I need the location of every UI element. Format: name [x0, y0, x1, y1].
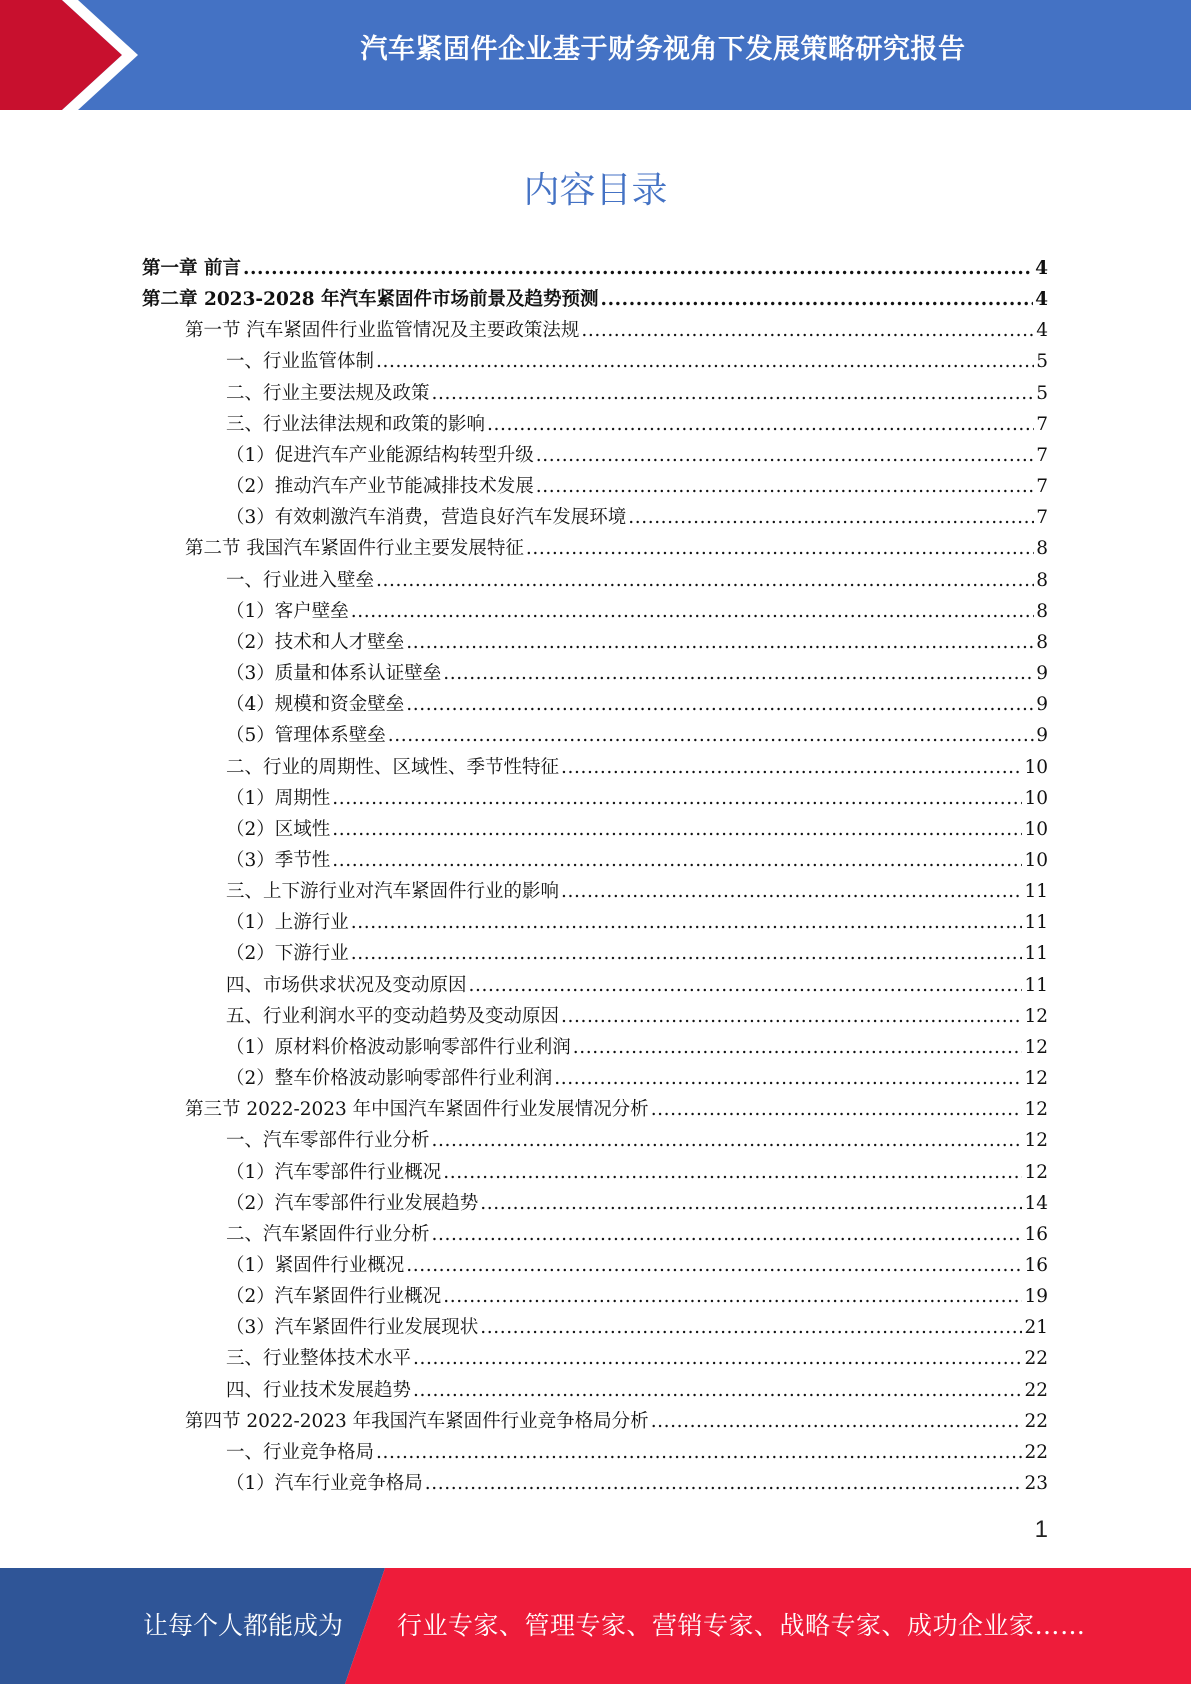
toc-entry-label: （3）质量和体系认证壁垒	[226, 663, 442, 685]
toc-dot-leader	[406, 1250, 1022, 1281]
toc-entry-page: 16	[1024, 1223, 1048, 1245]
toc-entry-page: 12	[1024, 1036, 1048, 1058]
toc-entry-page: 22	[1024, 1410, 1048, 1432]
toc-dot-leader	[601, 284, 1034, 315]
toc-entry-label: 四、行业技术发展趋势	[226, 1379, 412, 1401]
toc-entry-label: 第三节 2022-2023 年中国汽车紧固件行业发展情况分析	[185, 1099, 649, 1121]
toc-dot-leader	[536, 471, 1034, 502]
toc-entry-label: （3）汽车紧固件行业发展现状	[226, 1317, 479, 1339]
toc-entry[interactable]	[142, 1375, 1048, 1406]
toc-entry-label: 第一节 汽车紧固件行业监管情况及主要政策法规	[185, 320, 580, 342]
toc-dot-leader	[480, 1188, 1022, 1219]
toc-dot-leader	[413, 1343, 1022, 1374]
toc-entry[interactable]	[142, 1157, 1048, 1188]
toc-entry[interactable]	[142, 1125, 1048, 1156]
toc-entry[interactable]	[142, 689, 1048, 720]
toc-entry[interactable]	[142, 284, 1048, 315]
toc-dot-leader	[536, 440, 1034, 471]
toc-entry-page: 8	[1036, 569, 1048, 591]
document-title: 汽车紧固件企业基于财务视角下发展策略研究报告	[360, 34, 966, 65]
toc-entry-page: 11	[1024, 943, 1048, 965]
toc-entry-label: （2）汽车零部件行业发展趋势	[226, 1192, 479, 1214]
toc-entry-page: 9	[1036, 663, 1048, 685]
toc-dot-leader	[432, 1219, 1023, 1250]
toc-entry-page: 16	[1024, 1255, 1048, 1276]
toc-dot-leader	[561, 876, 1022, 907]
toc-entry-page: 11	[1024, 912, 1048, 934]
toc-entry-page: 8	[1036, 631, 1048, 653]
toc-dot-leader	[480, 1312, 1022, 1343]
toc-entry-page: 12	[1024, 1130, 1048, 1152]
toc-entry[interactable]	[142, 752, 1048, 783]
toc-dot-leader	[573, 1032, 1023, 1063]
toc-entry[interactable]	[142, 1188, 1048, 1219]
toc-entry[interactable]	[142, 1281, 1048, 1312]
table-of-contents	[142, 253, 1048, 1499]
toc-dot-leader	[443, 1281, 1022, 1312]
toc-dot-leader	[332, 814, 1022, 845]
toc-entry-label: 一、行业进入壁垒	[226, 569, 375, 591]
toc-entry[interactable]	[142, 970, 1048, 1001]
toc-dot-leader	[406, 689, 1034, 720]
toc-dot-leader	[388, 720, 1034, 751]
toc-dot-leader	[332, 783, 1022, 814]
toc-heading: 内容目录	[523, 170, 668, 211]
toc-dot-leader	[376, 565, 1034, 596]
toc-entry[interactable]	[142, 378, 1048, 409]
toc-dot-leader	[561, 752, 1022, 783]
toc-entry[interactable]	[142, 1437, 1048, 1468]
toc-entry-page: 12	[1024, 1068, 1048, 1090]
toc-entry-page: 22	[1024, 1441, 1048, 1463]
toc-entry-page: 21	[1024, 1317, 1048, 1339]
arrow-logo-icon	[0, 0, 160, 110]
toc-dot-leader	[526, 533, 1034, 564]
toc-entry-page: 14	[1024, 1192, 1048, 1214]
toc-entry-label: 五、行业利润水平的变动趋势及变动原因	[226, 1005, 560, 1027]
toc-entry-label: （1）周期性	[226, 787, 331, 809]
toc-entry-label: （1）原材料价格波动影响零部件行业利润	[226, 1036, 571, 1058]
toc-entry-page: 22	[1024, 1379, 1048, 1401]
toc-entry-label: （1）上游行业	[226, 912, 349, 934]
toc-entry-page: 7	[1036, 444, 1048, 466]
toc-entry-label: （3）有效刺激汽车消费，营造良好汽车发展环境	[226, 507, 627, 529]
toc-entry-label: （5）管理体系壁垒	[226, 725, 386, 747]
toc-entry-page: 11	[1024, 974, 1048, 996]
toc-dot-leader	[243, 253, 1033, 284]
toc-entry[interactable]	[142, 1468, 1048, 1499]
toc-dot-leader	[443, 1157, 1022, 1188]
toc-entry-page: 12	[1024, 1005, 1048, 1027]
toc-dot-leader	[561, 1001, 1022, 1032]
toc-entry[interactable]	[142, 565, 1048, 596]
toc-entry-label: （1）紧固件行业概况	[226, 1255, 405, 1276]
toc-entry[interactable]	[142, 596, 1048, 627]
toc-entry-label: （2）区域性	[226, 818, 331, 840]
toc-entry-page: 4	[1035, 258, 1048, 279]
toc-entry-page: 9	[1036, 725, 1048, 747]
toc-dot-leader	[425, 1468, 1023, 1499]
toc-entry-page: 10	[1024, 818, 1048, 840]
toc-entry[interactable]	[142, 471, 1048, 502]
toc-entry[interactable]	[142, 783, 1048, 814]
toc-dot-leader	[376, 1437, 1022, 1468]
footer-slogan-left: 让每个人都能成为	[143, 1611, 344, 1640]
toc-entry-label: 二、行业主要法规及政策	[226, 382, 430, 404]
toc-entry-page: 8	[1036, 538, 1048, 560]
toc-dot-leader	[651, 1406, 1023, 1437]
toc-entry[interactable]	[142, 907, 1048, 938]
toc-entry-label: （2）技术和人才壁垒	[226, 631, 405, 653]
toc-entry-page: 5	[1036, 382, 1048, 404]
toc-entry-label: 二、行业的周期性、区域性、季节性特征	[226, 756, 560, 778]
toc-dot-leader	[487, 409, 1034, 440]
toc-entry-page: 11	[1024, 881, 1048, 903]
toc-entry[interactable]	[142, 533, 1048, 564]
toc-entry-page: 23	[1024, 1473, 1048, 1495]
toc-dot-leader	[628, 502, 1034, 533]
toc-entry[interactable]	[142, 253, 1048, 284]
toc-entry-page: 9	[1036, 694, 1048, 716]
footer-band	[0, 1568, 1191, 1684]
toc-entry[interactable]	[142, 440, 1048, 471]
toc-entry-label: （2）汽车紧固件行业概况	[226, 1286, 442, 1308]
toc-entry[interactable]	[142, 1312, 1048, 1343]
toc-dot-leader	[413, 1375, 1022, 1406]
toc-entry-label: 第二节 我国汽车紧固件行业主要发展特征	[185, 538, 524, 560]
toc-entry-page: 19	[1024, 1286, 1048, 1308]
toc-entry[interactable]	[142, 1032, 1048, 1063]
toc-entry-label: 第一章 前言	[142, 258, 241, 279]
toc-entry-label: 三、行业整体技术水平	[226, 1348, 412, 1370]
toc-entry[interactable]	[142, 346, 1048, 377]
toc-entry[interactable]	[142, 1406, 1048, 1437]
toc-entry[interactable]	[142, 1343, 1048, 1374]
logo-red-chevron	[0, 0, 122, 110]
toc-dot-leader	[406, 627, 1034, 658]
toc-entry-label: （1）客户壁垒	[226, 600, 349, 622]
toc-entry-label: （2）下游行业	[226, 943, 349, 965]
toc-dot-leader	[351, 907, 1023, 938]
toc-entry-page: 7	[1036, 476, 1048, 498]
toc-dot-leader	[351, 596, 1034, 627]
toc-entry[interactable]	[142, 720, 1048, 751]
toc-entry-label: （1）汽车行业竞争格局	[226, 1473, 423, 1495]
toc-entry[interactable]	[142, 845, 1048, 876]
toc-entry[interactable]	[142, 315, 1048, 346]
toc-entry-page: 12	[1024, 1161, 1048, 1183]
toc-entry[interactable]	[142, 1094, 1048, 1125]
toc-entry-label: 一、行业竞争格局	[226, 1441, 375, 1463]
toc-entry-page: 8	[1036, 600, 1048, 622]
page-number: 1	[1034, 1516, 1048, 1543]
toc-entry[interactable]	[142, 1001, 1048, 1032]
toc-dot-leader	[581, 315, 1034, 346]
toc-entry-label: （2）整车价格波动影响零部件行业利润	[226, 1068, 553, 1090]
toc-entry-page: 10	[1024, 756, 1048, 778]
toc-dot-leader	[651, 1094, 1023, 1125]
toc-entry-page: 5	[1036, 351, 1048, 373]
toc-entry-label: （3）季节性	[226, 849, 331, 871]
toc-entry-label: 三、行业法律法规和政策的影响	[226, 413, 486, 435]
toc-entry[interactable]	[142, 409, 1048, 440]
toc-dot-leader	[554, 1063, 1022, 1094]
toc-entry[interactable]	[142, 627, 1048, 658]
toc-entry[interactable]	[142, 938, 1048, 969]
toc-entry-label: 一、行业监管体制	[226, 351, 375, 373]
footer-slogan-right: 行业专家、管理专家、营销专家、战略专家、成功企业家……	[397, 1611, 1086, 1640]
toc-entry[interactable]	[142, 814, 1048, 845]
toc-entry-label: 二、汽车紧固件行业分析	[226, 1223, 430, 1245]
toc-entry-label: （1）促进汽车产业能源结构转型升级	[226, 444, 534, 466]
toc-dot-leader	[432, 378, 1035, 409]
toc-entry-label: 三、上下游行业对汽车紧固件行业的影响	[226, 881, 560, 903]
toc-entry[interactable]	[142, 876, 1048, 907]
toc-entry-label: 一、汽车零部件行业分析	[226, 1130, 430, 1152]
toc-entry[interactable]	[142, 1219, 1048, 1250]
toc-entry-page: 10	[1024, 849, 1048, 871]
toc-entry-label: 第二章 2023-2028 年汽车紧固件市场前景及趋势预测	[142, 289, 599, 311]
toc-dot-leader	[432, 1125, 1023, 1156]
toc-entry[interactable]	[142, 1063, 1048, 1094]
toc-entry-page: 7	[1036, 413, 1048, 435]
header-band	[0, 0, 1191, 110]
toc-entry-page: 4	[1035, 289, 1048, 311]
toc-entry-page: 22	[1024, 1348, 1048, 1370]
toc-dot-leader	[332, 845, 1022, 876]
toc-dot-leader	[351, 938, 1023, 969]
toc-entry-label: 四、市场供求状况及变动原因	[226, 974, 467, 996]
toc-entry-label: （1）汽车零部件行业概况	[226, 1161, 442, 1183]
toc-entry[interactable]	[142, 1250, 1048, 1281]
toc-entry[interactable]	[142, 658, 1048, 689]
toc-entry-page: 7	[1036, 507, 1048, 529]
toc-dot-leader	[376, 346, 1034, 377]
toc-entry-page: 12	[1024, 1099, 1048, 1121]
toc-entry-label: （2）推动汽车产业节能减排技术发展	[226, 476, 534, 498]
toc-entry-page: 10	[1024, 787, 1048, 809]
toc-dot-leader	[443, 658, 1034, 689]
toc-entry-page: 4	[1036, 320, 1048, 342]
toc-entry[interactable]	[142, 502, 1048, 533]
toc-dot-leader	[469, 970, 1023, 1001]
toc-entry-label: （4）规模和资金壁垒	[226, 694, 405, 716]
toc-entry-label: 第四节 2022-2023 年我国汽车紧固件行业竞争格局分析	[185, 1410, 649, 1432]
